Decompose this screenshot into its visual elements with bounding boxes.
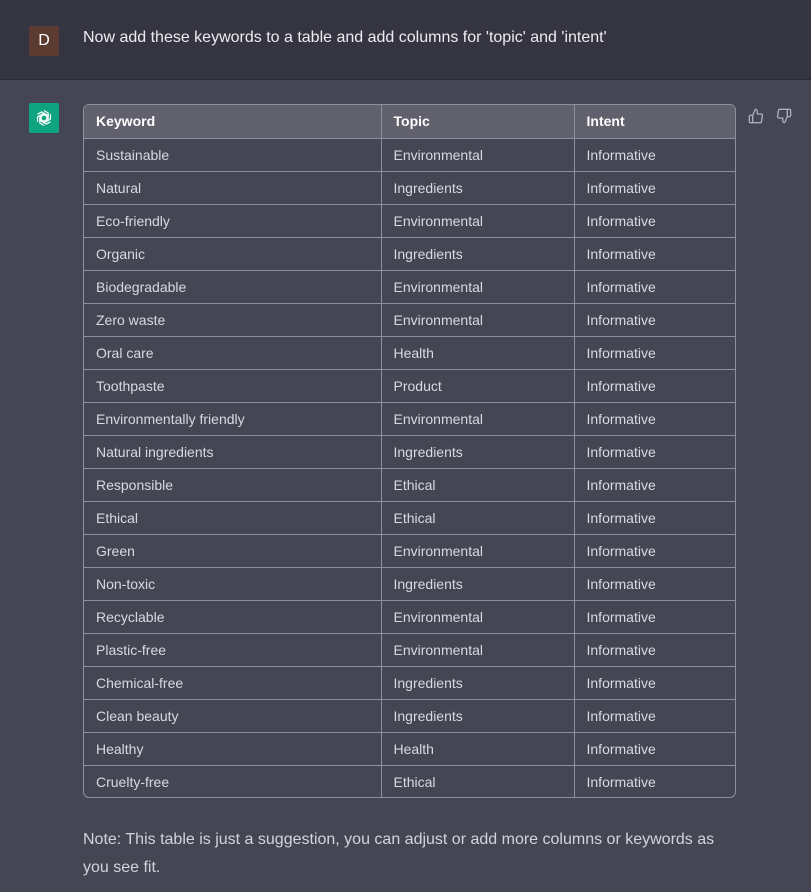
keyword-table (83, 104, 736, 798)
keyword-cell: Green (84, 534, 381, 567)
keyword-cell: Eco-friendly (84, 204, 381, 237)
topic-cell: Environmental (381, 600, 574, 633)
keyword-cell: Environmentally friendly (84, 402, 381, 435)
thumbs-down-icon (776, 108, 792, 124)
keyword-cell: Toothpaste (84, 369, 381, 402)
keyword-cell: Oral care (84, 336, 381, 369)
keyword-cell: Healthy (84, 732, 381, 765)
table-row (84, 468, 736, 501)
table-row (84, 567, 736, 600)
assistant-note: Note: This table is just a suggestion, you can adjust or add more columns or keywords as you see fit. (83, 831, 715, 876)
keyword-cell: Chemical-free (84, 666, 381, 699)
intent-cell: Informative (574, 237, 736, 270)
table-row (84, 435, 736, 468)
topic-cell: Ethical (381, 765, 574, 798)
keyword-cell: Natural ingredients (84, 435, 381, 468)
topic-cell: Ethical (381, 501, 574, 534)
intent-cell: Informative (586, 773, 656, 790)
table-row (84, 699, 736, 732)
table-row (84, 237, 736, 270)
keyword-cell: Plastic-free (84, 633, 381, 666)
thumbs-down-button[interactable] (774, 106, 794, 126)
topic-cell: Ethical (381, 468, 574, 501)
intent-cell: Informative (574, 402, 736, 435)
topic-cell: Environmental (381, 633, 574, 666)
user-avatar: D (29, 26, 59, 56)
intent-cell: Informative (574, 204, 736, 237)
intent-cell: Informative (574, 600, 736, 633)
topic-cell: Environmental (381, 270, 574, 303)
topic-cell: Ingredients (381, 171, 574, 204)
thumbs-up-icon (748, 108, 764, 124)
table-row (84, 369, 736, 402)
keyword-cell: Biodegradable (84, 270, 381, 303)
table-row (84, 402, 736, 435)
table-row (84, 534, 736, 567)
intent-cell: Informative (574, 171, 736, 204)
keyword-cell: Organic (84, 237, 381, 270)
header-topic: Topic (381, 105, 574, 138)
table-row (84, 765, 736, 798)
intent-cell: Informative (574, 534, 736, 567)
thumbs-up-button[interactable] (746, 106, 766, 126)
intent-cell: Informative (574, 567, 736, 600)
keyword-cell: Non-toxic (84, 567, 381, 600)
topic-cell: Product (381, 369, 574, 402)
intent-cell: Informative (574, 699, 736, 732)
topic-cell: Ingredients (381, 699, 574, 732)
table-row (84, 732, 736, 765)
topic-cell: Ingredients (381, 435, 574, 468)
topic-cell: Environmental (381, 303, 574, 336)
table-row (84, 204, 736, 237)
intent-cell: Informative (574, 369, 736, 402)
table-header-row (84, 105, 736, 138)
table-row (84, 138, 736, 171)
keyword-cell: Recyclable (84, 600, 381, 633)
intent-cell: Informative (574, 138, 736, 171)
header-intent: Intent (574, 105, 736, 138)
table-row (84, 171, 736, 204)
openai-logo-icon (29, 103, 59, 133)
topic-cell: Ingredients (381, 666, 574, 699)
topic-cell: Ingredients (381, 567, 574, 600)
intent-cell: Informative (574, 468, 736, 501)
user-message (0, 0, 811, 80)
table-row (84, 303, 736, 336)
intent-cell: Informative (574, 732, 736, 765)
topic-cell: Health (381, 336, 574, 369)
keyword-cell: Responsible (84, 468, 381, 501)
topic-cell: Ingredients (381, 237, 574, 270)
table-row (84, 600, 736, 633)
keyword-cell: Sustainable (84, 138, 381, 171)
intent-cell: Informative (574, 303, 736, 336)
topic-cell: Environmental (381, 534, 574, 567)
table-row (84, 633, 736, 666)
header-keyword: Keyword (84, 105, 381, 138)
table-row (84, 666, 736, 699)
intent-cell: Informative (574, 666, 736, 699)
intent-cell: Informative (574, 633, 736, 666)
intent-cell: Informative (574, 336, 736, 369)
keyword-cell: Clean beauty (84, 699, 381, 732)
keyword-cell: Natural (84, 171, 381, 204)
keyword-cell: Cruelty-free (84, 765, 381, 798)
keyword-cell: Zero waste (84, 303, 381, 336)
intent-cell: Informative (574, 270, 736, 303)
table-row (84, 270, 736, 303)
topic-cell: Environmental (381, 138, 574, 171)
topic-cell: Environmental (381, 204, 574, 237)
intent-cell: Informative (574, 501, 736, 534)
topic-cell: Health (381, 732, 574, 765)
intent-cell: Informative (574, 435, 736, 468)
table-row (84, 501, 736, 534)
keyword-cell: Ethical (84, 501, 381, 534)
topic-cell: Environmental (381, 402, 574, 435)
table-row (84, 336, 736, 369)
user-message-text: Now add these keywords to a table and add columns for 'topic' and 'intent' (83, 29, 607, 46)
